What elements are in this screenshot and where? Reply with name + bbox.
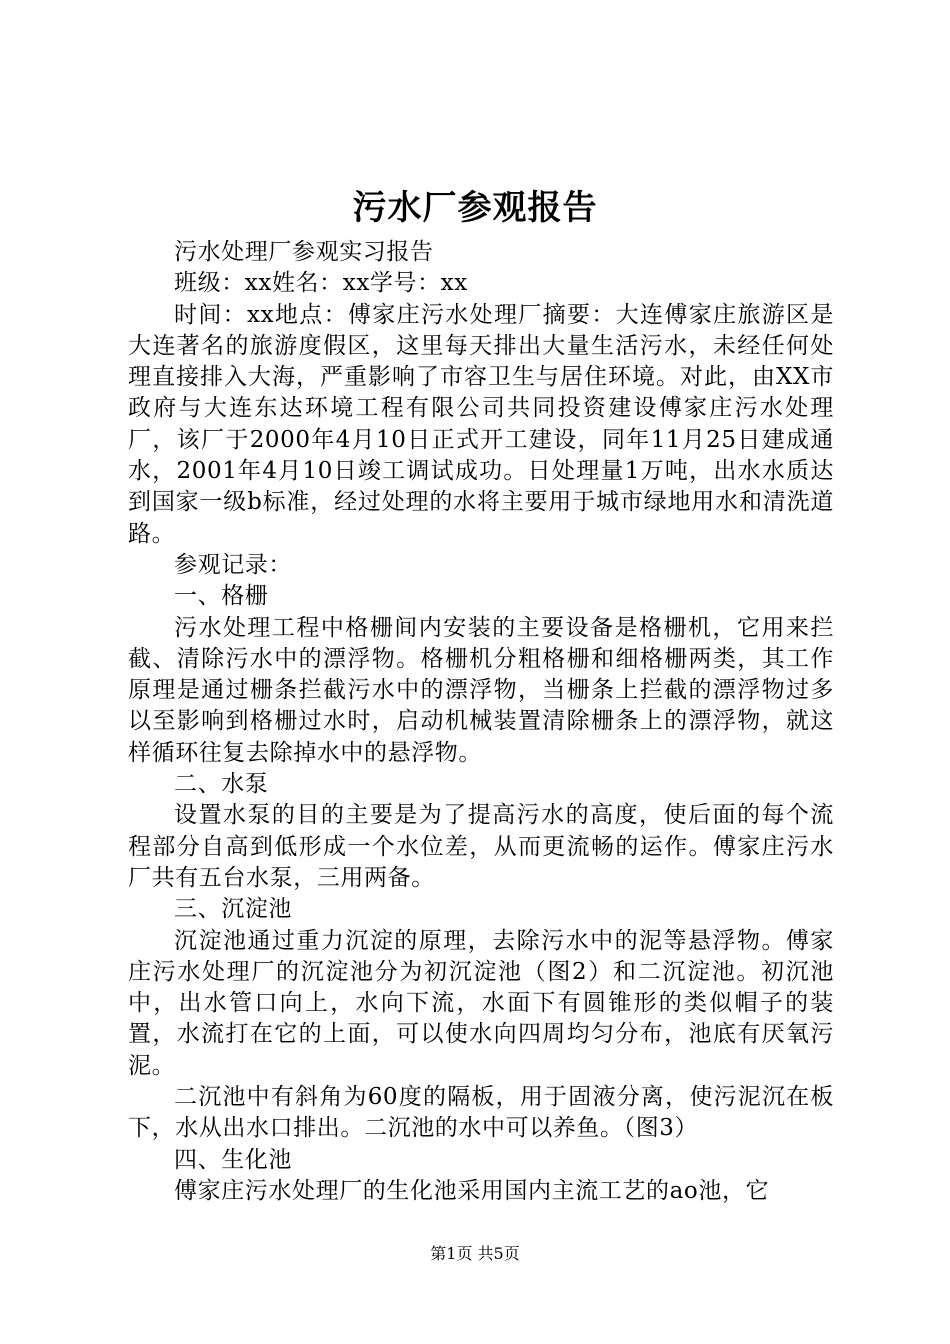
section-heading-grille: 一、格栅 — [174, 583, 269, 610]
page-footer: 第1页 共5页 — [430, 1244, 520, 1263]
paragraph-student-info: 班级：xx姓名：xx学号：xx — [174, 270, 468, 297]
section-heading-sedimentation: 三、沉淀池 — [174, 896, 292, 923]
section-heading-pump: 二、水泵 — [174, 771, 269, 798]
paragraph-sedimentation: 沉淀池通过重力沉淀的原理，去除污水中的泥等悬浮物。傅家庄污水处理厂的沉淀池分为初沉淀池（图2）和二沉淀池。初沉池中，出水管口向上，水向下流，水面下有圆锥形的类似帽子的装置，水流打在它的上面，可以使水向四周均匀分布，池底有厌氧污泥。 — [128, 927, 834, 1079]
paragraph-pump: 设置水泵的目的主要是为了提高污水的高度，使后面的每个流程部分自高到低形成一个水位差，从而更流畅的运作。傅家庄污水厂共有五台水泵，三用两备。 — [128, 802, 834, 891]
document-title: 污水厂参观报告 — [352, 188, 598, 228]
paragraph-grille: 污水处理工程中格栅间内安装的主要设备是格栅机，它用来拦截、清除污水中的漂浮物。格栅机分粗格栅和细格栅两类，其工作原理是通过栅条拦截污水中的漂浮物，当栅条上拦截的漂浮物过多以至影响到格栅过水时，启动机械装置清除栅条上的漂浮物，就这样循环往复去除掉水中的悬浮物。 — [128, 614, 834, 766]
paragraph-visit-record: 参观记录： — [174, 551, 292, 578]
paragraph-secondary-sedimentation: 二沉池中有斜角为60度的隔板，用于固液分离，使污泥沉在板下，水从出水口排出。二沉池的水中可以养鱼。（图3） — [128, 1084, 834, 1142]
paragraph-biochemical: 傅家庄污水处理厂的生化池采用国内主流工艺的ao池，它 — [174, 1177, 770, 1204]
document-body — [128, 237, 834, 1207]
paragraph-report-heading: 污水处理厂参观实习报告 — [174, 239, 434, 265]
section-heading-biochemical: 四、生化池 — [174, 1146, 292, 1173]
paragraph-abstract: 时间：xx地点：傅家庄污水处理厂摘要：大连傅家庄旅游区是大连著名的旅游度假区，这里每天排出大量生活污水，未经任何处理直接排入大海，严重影响了市容卫生与居住环境。对此，由XX市政府与大连东达环境工程有限公司共同投资建设傅家庄污水处理厂，该厂于2000年4月10日正式开工建设，同年11月25日建成通水，2001年4月10日竣工调试成功。日处理量1万吨，出水水质达到国家一级b标准，经过处理的水将主要用于城市绿地用水和清洗道路。 — [128, 301, 834, 547]
